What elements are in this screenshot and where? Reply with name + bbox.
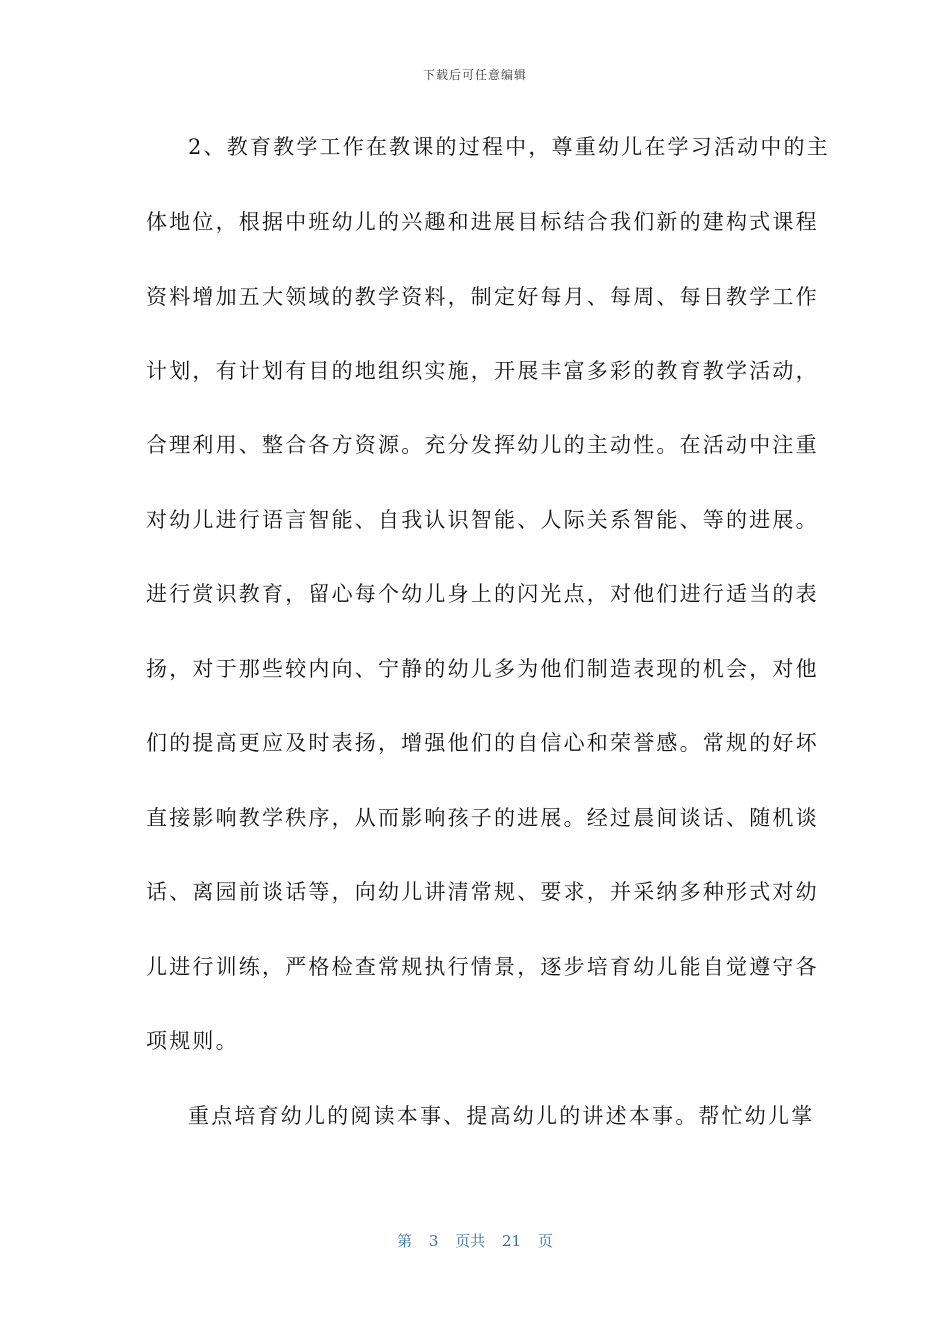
paragraph-line: 进行赏识教育，留心每个幼儿身上的闪光点，对他们进行适当的表 bbox=[146, 582, 819, 606]
paragraph-line: 项规则。 bbox=[146, 1029, 239, 1053]
paragraph-line: 2、教育教学工作在教课的过程中，尊重幼儿在学习活动中的主 bbox=[188, 135, 830, 159]
paragraph-line: 扬，对于那些较内向、宁静的幼儿多为他们制造表现的机会，对他 bbox=[146, 657, 819, 681]
page-number-total: 21 bbox=[502, 1232, 522, 1250]
paragraph-line: 们的提高更应及时表扬，增强他们的自信心和荣誉感。常规的好坏 bbox=[146, 731, 819, 755]
paragraph-line: 儿进行训练，严格检查常规执行情景，逐步培育幼儿能自觉遵守各 bbox=[146, 955, 819, 979]
paragraph-line: 计划，有计划有目的地组织实施，开展丰富多彩的教育教学活动， bbox=[146, 359, 819, 383]
paragraph-line: 直接影响教学秩序，从而影响孩子的进展。经过晨间谈话、随机谈 bbox=[146, 806, 819, 830]
page-footer-suffix: 页 bbox=[537, 1232, 553, 1250]
page-footer bbox=[0, 1230, 950, 1251]
paragraph-line: 重点培育幼儿的阅读本事、提高幼儿的讲述本事。帮忙幼儿掌 bbox=[188, 1104, 815, 1128]
page-footer-prefix: 第 bbox=[397, 1232, 413, 1250]
page-header-note: 下载后可任意编辑 bbox=[422, 68, 527, 82]
paragraph-line: 合理利用、整合各方资源。充分发挥幼儿的主动性。在活动中注重 bbox=[146, 433, 819, 457]
paragraph-line: 资料增加五大领域的教学资料，制定好每月、每周、每日教学工作 bbox=[146, 285, 819, 309]
paragraph-line: 对幼儿进行语言智能、自我认识智能、人际关系智能、等的进展。 bbox=[146, 508, 819, 532]
paragraph-line: 体地位，根据中班幼儿的兴趣和进展目标结合我们新的建构式课程 bbox=[146, 210, 819, 234]
page-footer-mid: 页共 bbox=[455, 1232, 486, 1250]
paragraph-line: 话、离园前谈话等，向幼儿讲清常规、要求，并采纳多种形式对幼 bbox=[146, 880, 819, 904]
page-number-current: 3 bbox=[428, 1232, 439, 1250]
